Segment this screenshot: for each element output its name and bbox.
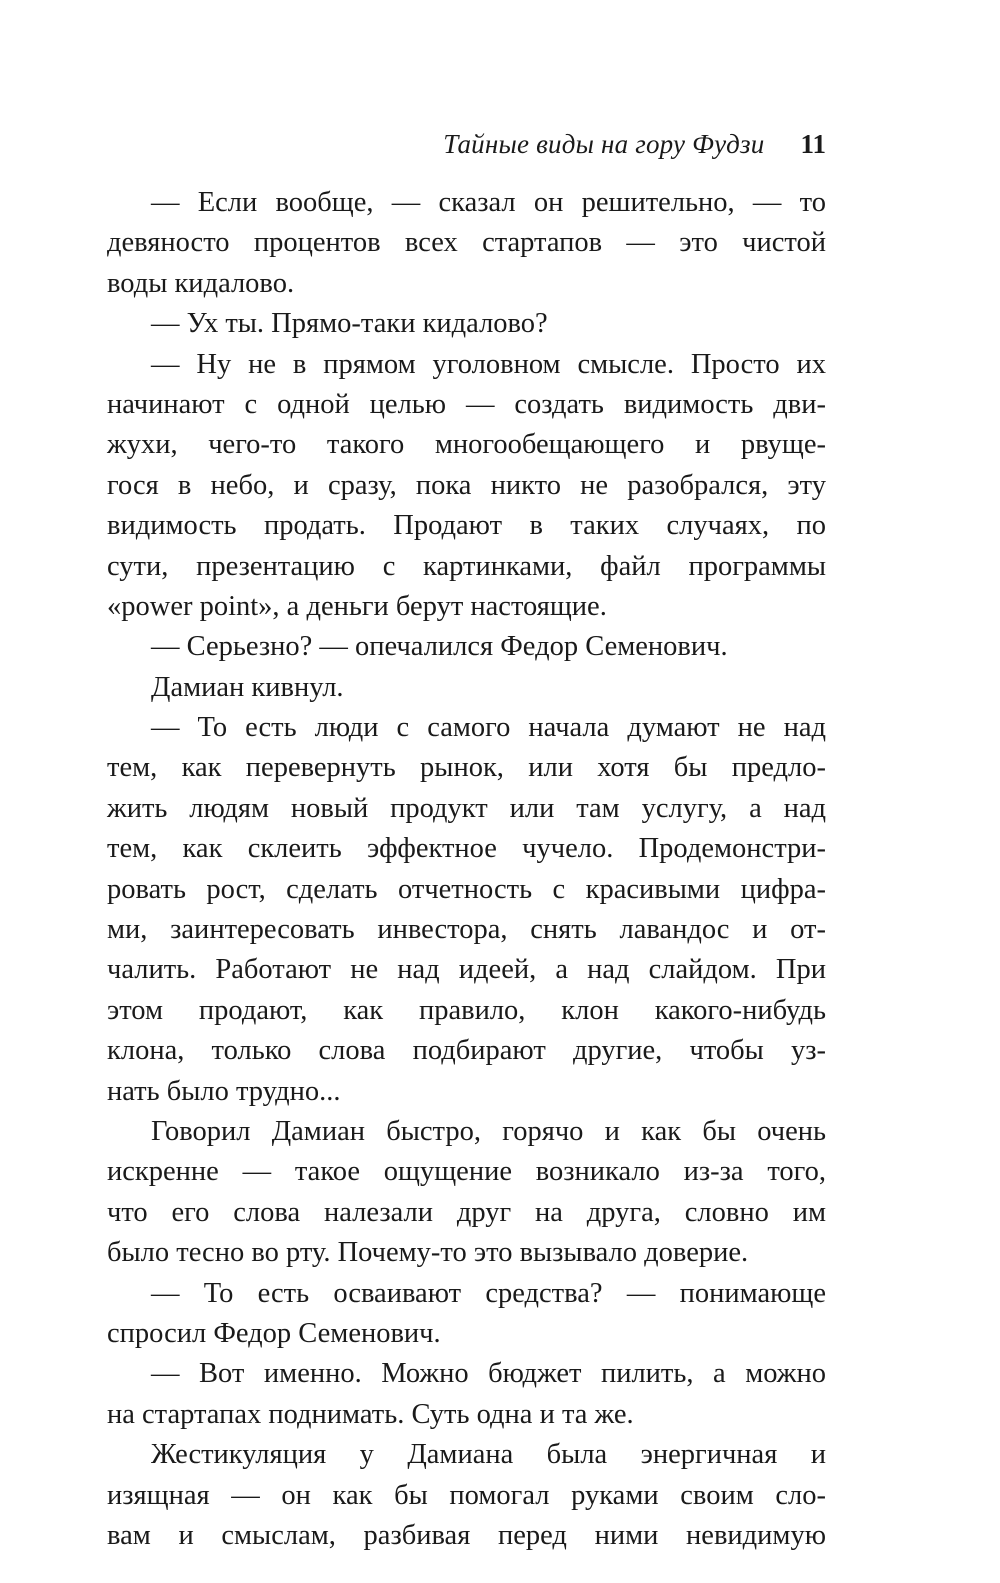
text-line: девяносто процентов всех стартапов — это чистой [107, 227, 826, 259]
text-line: что его слова налезали друг на друга, словно им [107, 1196, 826, 1228]
text-line: — Серьезно? — опечалился Федор Семенович. [151, 631, 728, 663]
text-line: изящная — он как бы помогал руками своим сло- [107, 1479, 826, 1511]
text-line: спросил Федор Семенович. [107, 1317, 441, 1349]
text-line: — Если вообще, — сказал он решительно, — то [151, 187, 826, 218]
text-line: — Ну не в прямом уголовном смысле. Просто их [151, 348, 826, 380]
text-line: — Вот именно. Можно бюджет пилить, а можно [151, 1358, 826, 1390]
text-line: жухи, чего-то такого многообещающего и рвуще- [107, 429, 826, 461]
text-line: чалить. Работают не над идеей, а над слайдом. При [107, 954, 826, 986]
text-line: искренне — такое ощущение возникало из-за того, [107, 1156, 826, 1188]
body-text [107, 183, 826, 1556]
text-line: Жестикуляция у Дамиана была энергичная и [151, 1439, 826, 1471]
text-line: клона, только слова подбирают другие, чтобы уз- [107, 1035, 826, 1067]
text-line: ровать рост, сделать отчетность с красивыми цифра- [107, 873, 826, 905]
text-line: сути, презентацию с картинками, файл программы [107, 550, 826, 582]
text-line: — То есть осваивают средства? — понимающе [151, 1277, 826, 1309]
running-title: Тайные виды на гору Фудзи [443, 129, 765, 159]
running-header [0, 128, 826, 160]
text-line: тем, как перевернуть рынок, или хотя бы предло- [107, 752, 826, 784]
text-line: жить людям новый продукт или там услугу, а над [107, 792, 826, 824]
text-line: видимость продать. Продают в таких случаях, по [107, 510, 826, 542]
text-line: было тесно во рту. Почему-то это вызывало доверие. [107, 1237, 749, 1269]
text-line: начинают с одной целью — создать видимость дви- [107, 388, 826, 420]
text-line: на стартапах поднимать. Суть одна и та же. [107, 1398, 634, 1430]
text-line: Говорил Дамиан быстро, горячо и как бы очень [151, 1115, 826, 1147]
page-number: 11 [800, 129, 826, 159]
text-line: ми, заинтересовать инвестора, снять лавандос и от- [107, 914, 826, 946]
text-line: Дамиан кивнул. [151, 671, 344, 703]
text-line: тем, как склеить эффектное чучело. Продемонстри- [107, 833, 826, 865]
text-line: — То есть люди с самого начала думают не над [151, 712, 826, 744]
text-line: вам и смыслам, разбивая перед ними невидимую [107, 1519, 826, 1551]
text-line: этом продают, как правило, клон какого-нибудь [107, 994, 826, 1026]
text-line: нать было трудно... [107, 1075, 341, 1107]
text-line: «power point», а деньги берут настоящие. [107, 590, 607, 622]
text-line: гося в небо, и сразу, пока никто не разобрался, эту [107, 469, 826, 501]
text-line: воды кидалово. [107, 267, 295, 299]
text-line: — Ух ты. Прямо-таки кидалово? [151, 308, 548, 340]
